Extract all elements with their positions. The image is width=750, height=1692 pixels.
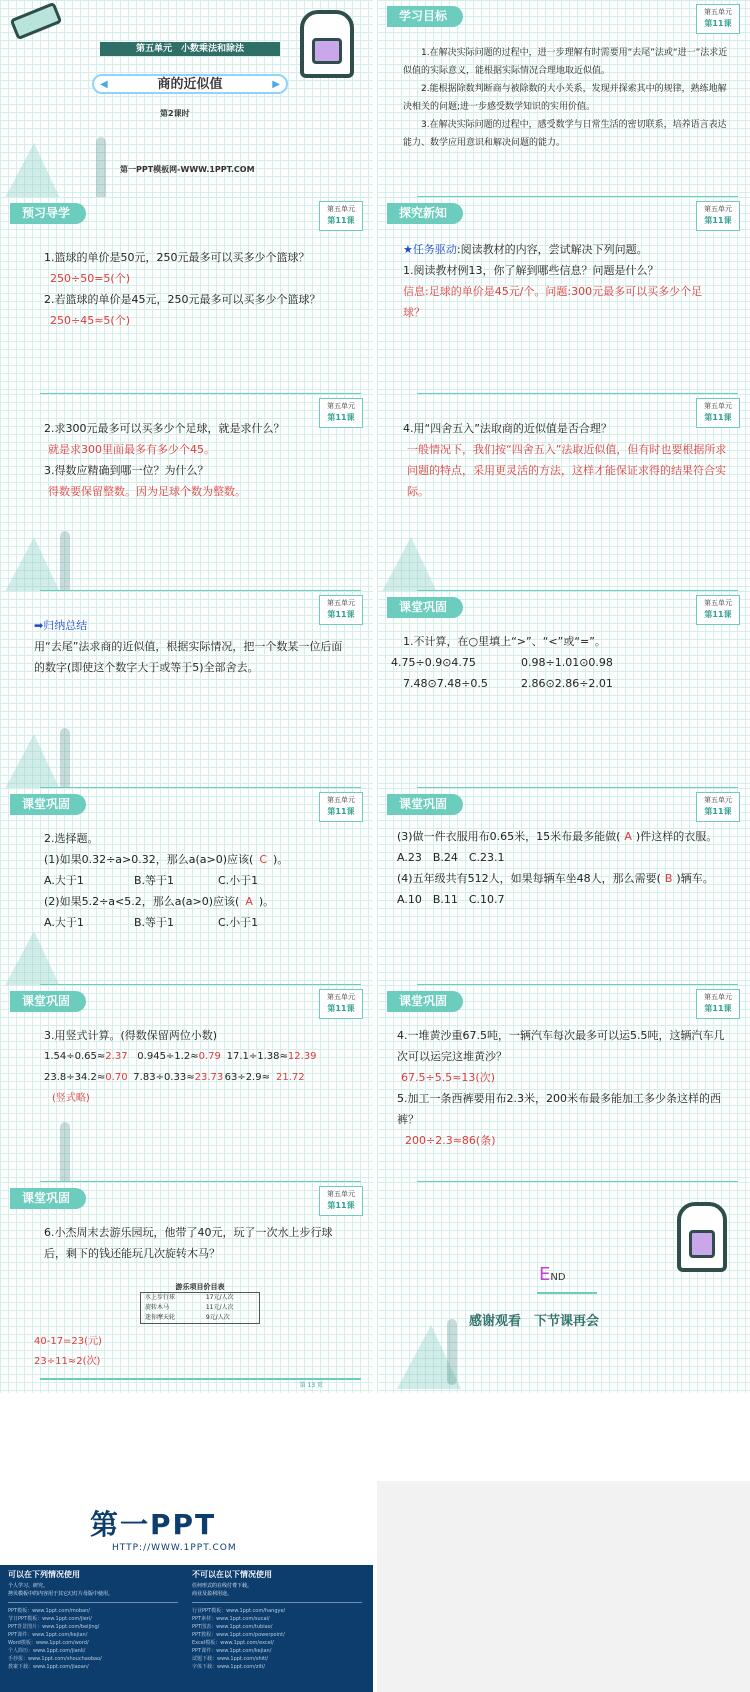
unit-badge: 第五单元 第11课 — [319, 1186, 363, 1216]
task-label: ★任务驱动 — [403, 243, 457, 256]
slide-practice-2[interactable] — [0, 788, 373, 999]
slide-tag: 课堂巩固 — [387, 597, 463, 618]
ppt-logo: 第一PPT — [90, 1508, 217, 1541]
price-table — [140, 1282, 260, 1324]
question-4: 4.用“四舍五入”法取商的近似值是否合理？ — [403, 422, 612, 435]
slide-objectives[interactable] — [377, 0, 750, 211]
answer-2: 250÷45≈5(个) — [50, 314, 131, 327]
page-number: 第 13 页 — [299, 1382, 323, 1389]
calc-row-1: 1.54÷0.65≈2.37 0.945÷1.2≈0.79 17.1÷1.38≈12.39 — [44, 1051, 317, 1062]
calc-note: (竖式略) — [52, 1093, 90, 1104]
end-underline — [537, 1292, 597, 1294]
unit-badge: 第五单元 第11课 — [696, 201, 740, 231]
allowed-title: 可以在下列情况使用 — [8, 1570, 80, 1579]
table-row: 迷你摩天轮 9元/人次 — [145, 1314, 230, 1321]
allowed-item-2: 拷贝模板中的内容用于其它幻灯片母版中使用。 — [8, 1591, 114, 1597]
forbidden-column — [192, 1571, 362, 1671]
question-5: 5.加工一条西裤要用布2.3米，200米布最多能加工多少条这样的西裤？ — [397, 1092, 721, 1126]
slide-explore[interactable] — [377, 197, 750, 408]
lesson-title: ◀ 商的近似值 ▶ — [92, 74, 288, 94]
options-3: A.23 B.24 C.23.1 — [397, 851, 505, 864]
arrow-left-icon: ◀ — [100, 79, 108, 90]
options-1: A.大于1 B.等于1 C.小于1 — [44, 874, 259, 887]
slide-tag: 探究新知 — [387, 203, 463, 224]
site-url[interactable]: HTTP://WWW.1PPT.COM — [112, 1543, 237, 1553]
question: 2.选择题。 — [44, 832, 99, 845]
arrow-right-icon: ▶ — [272, 79, 280, 90]
slide-tag: 课堂巩固 — [10, 794, 86, 815]
unit-badge: 第五单元 第11课 — [696, 595, 740, 625]
question: 3.用竖式计算。(得数保留两位小数) — [44, 1029, 218, 1042]
allowed-column — [8, 1571, 178, 1671]
cover-link: 第一PPT模板网-WWW.1PPT.COM — [120, 165, 255, 174]
unit-badge: 第五单元 第11课 — [319, 201, 363, 231]
row-1: 4.75÷0.9⊙4.75 0.98÷1.01⊙0.98 — [391, 656, 613, 669]
unit-badge: 第五单元 第11课 — [319, 989, 363, 1019]
task-line: ★任务驱动:阅读教材的内容，尝试解决下列问题。 — [403, 243, 648, 256]
unit-badge: 第五单元 第11课 — [696, 4, 740, 34]
calc-row-2: 23.8÷34.2≈0.70 7.83÷0.33≈23.7363÷2.9≈ 21.72 — [44, 1072, 305, 1083]
answer-4: 一般情况下，我们按“四舍五入”法取近似值，但有时也要根据所求问题的特点，采用更灵活的方法，这样才能保证求得的结果符合实际。 — [407, 443, 727, 498]
question-3: 3.得数应精确到哪一位？为什么？ — [44, 464, 209, 477]
sub-question-2: (2)如果5.2÷a<5.2，那么a(a>0)应该( A )。 — [44, 895, 275, 908]
unit-badge: 第五单元 第11课 — [319, 398, 363, 428]
slide-practice-3[interactable] — [377, 788, 750, 999]
unit-badge: 第五单元 第11课 — [319, 792, 363, 822]
options-2: A.大于1 B.等于1 C.小于1 — [44, 916, 259, 929]
slide-end[interactable] — [377, 1182, 750, 1393]
answer-1: C — [259, 853, 267, 866]
slide-explore-3[interactable] — [377, 394, 750, 605]
end-word: END — [539, 1264, 566, 1285]
question-1: 1.篮球的单价是50元，250元最多可以买多少个篮球？ — [44, 251, 310, 264]
answer-4: B — [664, 872, 673, 885]
pencil-decoration — [60, 728, 70, 794]
answer-3: 得数要保留整数。因为足球个数为整数。 — [48, 485, 246, 498]
thanks-message: 感谢观看 下节课再会 — [469, 1314, 600, 1329]
question: 1.不计算，在○里填上“>”、“<”或“=”。 — [403, 635, 606, 648]
answer-2: 23÷11≈2(次) — [34, 1356, 101, 1367]
sub-question-3: (3)做一件衣服用布0.65米，15米布最多能做( A )件这样的衣服。 — [397, 830, 718, 843]
lesson-number: 第2课时 — [160, 109, 190, 118]
question-4: 4.一堆黄沙重67.5吨，一辆汽车每次最多可以运5.5吨，这辆汽车几次可以运完这堆黄沙？ — [397, 1029, 725, 1063]
unit-band: 第五单元 小数乘法和除法 — [100, 42, 280, 56]
answer-5: 200÷2.3≈86(条) — [405, 1134, 496, 1147]
pencil-decoration — [60, 531, 70, 597]
slide-tag: 学习目标 — [387, 6, 463, 27]
slide-summary[interactable] — [0, 591, 373, 802]
row-2: 7.48⊙7.48÷0.5 2.86⊙2.86÷2.01 — [403, 677, 613, 690]
ad-panel — [0, 1481, 373, 1692]
links-left[interactable]: PPT模板：www.1ppt.com/moban/ 节日PPT模板：www.1ppt.com/jieri/ PPT背景图片：www.1ppt.com/beijing/ PPT课件：www.1ppt.com/kejian/ Word模板：www.1ppt.com/word/ 个人简历：www.1ppt.com/jianli/ 手抄报：www.1ppt.com/shouchaobao/ 教案下载：www.1ppt.com/jiaoan/ — [8, 1608, 102, 1670]
question-2: 2.求300元最多可以买多少个足球，就是求什么？ — [44, 422, 285, 435]
table-row: 水上步行球 17元/人次 — [145, 1294, 234, 1301]
answer-2: 就是求300里面最多有多少个45。 — [48, 443, 215, 456]
price-table-title: 游乐项目价目表 — [175, 1283, 225, 1291]
answer-1: 信息:足球的单价是45元/个。问题:300元最多可以买多少个足球？ — [403, 285, 703, 319]
eraser-decoration — [10, 2, 63, 40]
answer-4: 67.5÷5.5≈13(次) — [401, 1071, 495, 1084]
answer-1: 250÷50=5(个) — [50, 272, 131, 285]
unit-badge: 第五单元 第11课 — [696, 792, 740, 822]
pencil-decoration — [96, 137, 106, 203]
answer-3: A — [624, 830, 632, 843]
answer-1: 40-17=23(元) — [34, 1336, 102, 1347]
question: 6.小杰周末去游乐园玩，他带了40元，玩了一次水上步行球后，剩下的钱还能玩几次旋转木马？ — [44, 1226, 333, 1260]
slide-tag: 课堂巩固 — [10, 1188, 86, 1209]
slide-cover[interactable] — [0, 0, 373, 211]
forbidden-item-2: 商业及盈利用途。 — [192, 1591, 233, 1597]
backpack-decoration — [677, 1202, 727, 1272]
slide-practice-6[interactable] — [0, 1182, 373, 1393]
forbidden-title: 不可以在以下情况使用 — [192, 1570, 272, 1579]
forbidden-item-1: 任何形式的在线付费下载。 — [192, 1583, 253, 1589]
objective-1: 1.在解决实际问题的过程中，进一步理解有时需要用“去尾”法或“进一”法求近似值的实际意义，能根据实际情况合理地取近似值。 — [403, 48, 728, 76]
slide-tag: 预习导学 — [10, 203, 86, 224]
unit-badge: 第五单元 第11课 — [696, 398, 740, 428]
unit-badge: 第五单元 第11课 — [319, 595, 363, 625]
options-4: A.10 B.11 C.10.7 — [397, 893, 505, 906]
unit-badge: 第五单元 第11课 — [696, 989, 740, 1019]
slide-tag: 课堂巩固 — [387, 991, 463, 1012]
slide-tag: 课堂巩固 — [387, 794, 463, 815]
objective-2: 2.能根据除数判断商与被除数的大小关系，发现并探索其中的规律，熟练地解决相关的问题;进一步感受数学知识的实用价值。 — [403, 84, 727, 112]
slide-preview[interactable] — [0, 197, 373, 408]
objective-3: 3.在解决实际问题的过程中，感受数学与日常生活的密切联系，培养语言表达能力、数学应用意识和解决问题的能力。 — [403, 120, 727, 148]
sub-question-1: (1)如果0.32÷a>0.32，那么a(a>0)应该( C )。 — [44, 853, 289, 866]
slide-practice-4[interactable] — [0, 985, 373, 1196]
summary-heading: ➡归纳总结 — [34, 619, 88, 632]
sub-question-4: (4)五年级共有512人，如果每辆车坐48人，那么需要( B )辆车。 — [397, 872, 714, 885]
slide-tag: 课堂巩固 — [10, 991, 86, 1012]
pencil-decoration — [447, 1319, 457, 1385]
slide-practice-1[interactable] — [377, 591, 750, 802]
allowed-item-1: 个人学习、研究。 — [8, 1583, 49, 1589]
question-1: 1.阅读教材例13，你了解到哪些信息？问题是什么？ — [403, 264, 659, 277]
slide-explore-2[interactable] — [0, 394, 373, 605]
slide-practice-5[interactable] — [377, 985, 750, 1196]
backpack-decoration — [300, 10, 354, 78]
summary-text: 用“去尾”法求商的近似值，根据实际情况，把一个数某一位后面的数字(即使这个数字大于或等于5)全部舍去。 — [34, 640, 343, 674]
pencil-decoration — [60, 1122, 70, 1188]
links-right[interactable]: 行业PPT模板：www.1ppt.com/hangye/ PPT素材：www.1ppt.com/sucai/ PPT图表：www.1ppt.com/tubiao/ PPT教程：www.1ppt.com/powerpoint/ Excel模板：www.1ppt.com/excel/ PPT课件：www.1ppt.com/kejian/ 试题下载：www.1ppt.com/shiti/ 字体下载：www.1ppt.com/ziti/ — [192, 1608, 286, 1670]
answer-2: A — [245, 895, 253, 908]
usage-panel — [0, 1565, 373, 1692]
question-2: 2.若篮球的单价是45元，250元最多可以买多少个篮球？ — [44, 293, 321, 306]
empty-cell — [377, 1481, 750, 1692]
table-row: 旋转木马 11元/人次 — [145, 1304, 234, 1311]
